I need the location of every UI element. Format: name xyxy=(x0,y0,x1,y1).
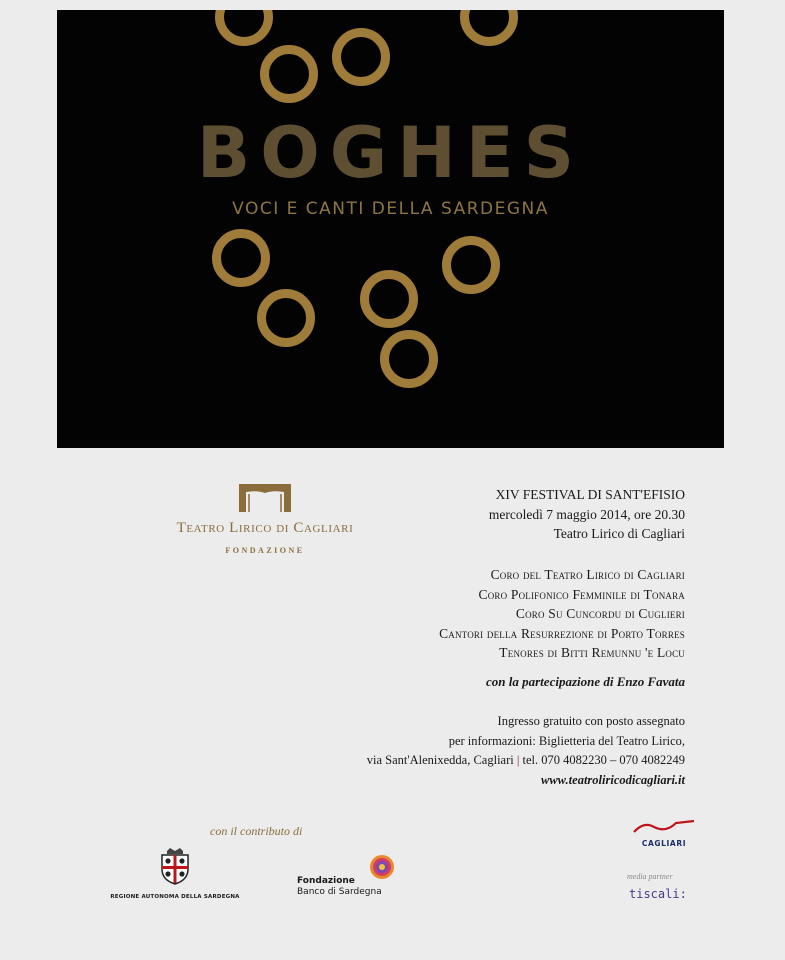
choir-item: Tenores di Bitti Remunnu 'e Locu xyxy=(499,645,685,660)
region-logo xyxy=(100,847,250,900)
access-address-line xyxy=(305,751,685,771)
region-name: REGIONE AUTONOMA DELLA SARDEGNA xyxy=(110,894,240,900)
theatre-foundation-label: FONDAZIONE xyxy=(225,546,305,555)
city-logo xyxy=(627,818,701,848)
foundation-name-line2: Banco di Sardegna xyxy=(297,887,382,897)
contribution-label: con il contributo di xyxy=(210,824,303,838)
festival-date: mercoledì 7 maggio 2014, ore 20.30 xyxy=(488,506,685,522)
theatre-stage-icon xyxy=(235,482,295,514)
theatre-name: Teatro Lirico di Cagliari xyxy=(176,520,354,536)
media-partner-logo: tiscali: xyxy=(629,887,687,901)
participation-line: con la partecipazione di Enzo Favata xyxy=(486,674,685,689)
ring-decoration xyxy=(212,229,270,287)
city-name: CAGLIARI xyxy=(641,839,687,848)
choir-item: Cantori della Resurrezione di Porto Torres xyxy=(439,625,685,641)
coat-of-arms-icon xyxy=(158,847,192,885)
ring-decoration xyxy=(460,10,518,46)
access-box-office: per informazioni: Biglietteria del Teatro Lirico, xyxy=(448,733,685,748)
ring-decoration xyxy=(257,289,315,347)
media-partner-label: media partner xyxy=(627,872,673,881)
poster-title: BOGHES xyxy=(196,112,585,194)
separator: | xyxy=(516,753,520,767)
ring-decoration xyxy=(380,330,438,388)
choir-item: Coro del Teatro Lirico di Cagliari xyxy=(490,567,685,582)
choir-list xyxy=(305,565,685,663)
city-mark-icon xyxy=(628,818,700,834)
choir-item: Coro Su Cuncordu di Cuglieri xyxy=(515,606,685,621)
ring-decoration xyxy=(332,28,390,86)
poster-subtitle: VOCI E CANTI DELLA SARDEGNA xyxy=(232,199,549,219)
access-info xyxy=(305,712,685,790)
foundation-sun-icon xyxy=(369,854,395,880)
festival-info xyxy=(305,485,685,544)
festival-title: XIV FESTIVAL DI SANT'EFISIO xyxy=(495,487,685,502)
foundation-name-line1: Fondazione xyxy=(297,876,355,886)
access-free-entry: Ingresso gratuito con posto assegnato xyxy=(497,714,685,728)
festival-venue: Teatro Lirico di Cagliari xyxy=(553,526,685,541)
ring-decoration xyxy=(360,270,418,328)
ring-decoration xyxy=(442,236,500,294)
foundation-logo xyxy=(297,854,407,904)
poster-hero xyxy=(57,10,724,448)
choir-item: Coro Polifonico Femminile di Tonara xyxy=(478,586,685,602)
ring-decoration xyxy=(215,10,273,46)
address: via Sant'Alenixedda, Cagliari xyxy=(366,753,514,767)
ring-decoration xyxy=(260,45,318,103)
phone-numbers: tel. 070 4082230 – 070 4082249 xyxy=(522,753,685,767)
website-link[interactable]: www.teatroliricodicagliari.it xyxy=(541,772,685,787)
